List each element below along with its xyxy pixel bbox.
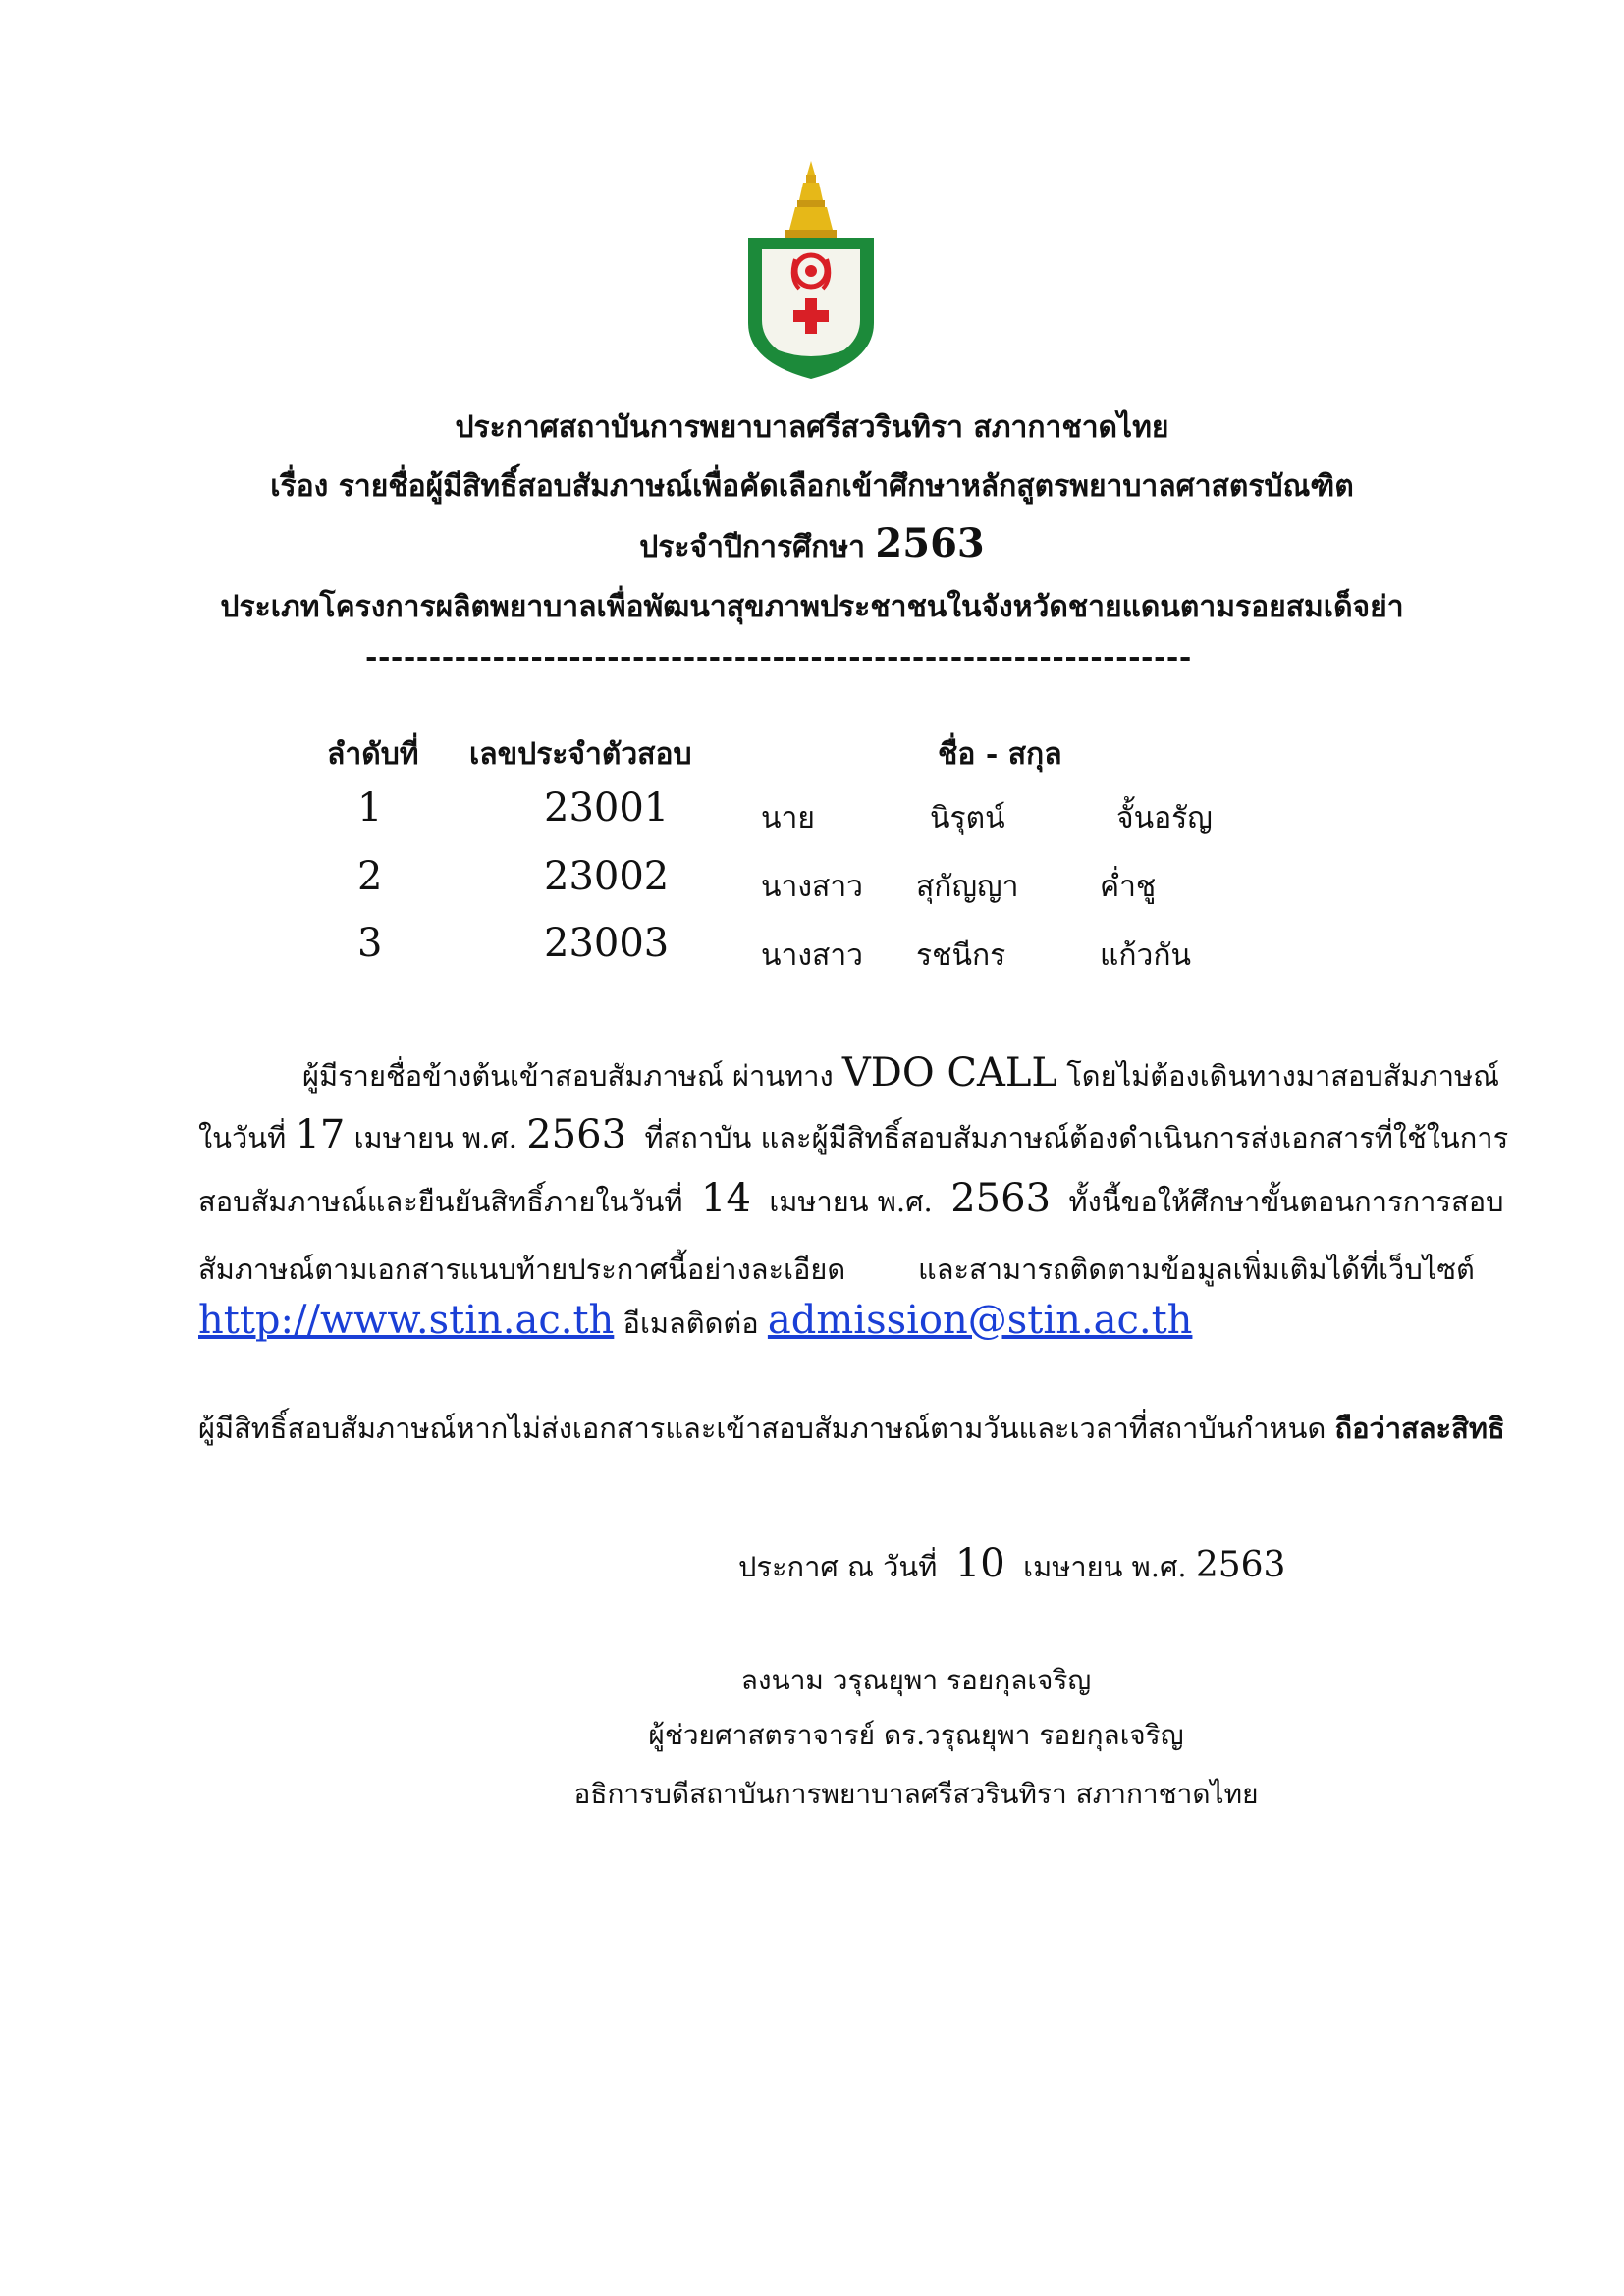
row-no: 1 — [357, 785, 383, 830]
row-id: 23002 — [544, 854, 670, 899]
interview-day: 17 — [295, 1112, 346, 1157]
row-title: นางสาว — [761, 938, 864, 973]
forfeit-note — [198, 1406, 1505, 1451]
email-label: อีเมลติดต่อ — [623, 1307, 759, 1340]
vdo-call-text: VDO CALL — [841, 1050, 1057, 1095]
academic-year-label: ประจำปีการศึกษา — [639, 530, 865, 564]
row-last-name: จั้นอรัญ — [1116, 801, 1213, 835]
website-link[interactable]: http://www.stin.ac.th — [198, 1298, 615, 1343]
body-line-3 — [198, 1176, 1504, 1224]
announce-day: 10 — [954, 1541, 1005, 1586]
body-text: สอบสัมภาษณ์และยืนยันสิทธิ์ภายในวันที่ — [198, 1185, 683, 1218]
note-text: ผู้มีสิทธิ์สอบสัมภาษณ์หากไม่ส่งเอกสารและเข้าสอบสัมภาษณ์ตามวันและเวลาที่สถาบันกำหนด — [198, 1412, 1326, 1445]
column-header-name: ชื่อ - สกุล — [938, 737, 1062, 772]
row-last-name: ค่ำชู — [1100, 870, 1157, 904]
announcement-title: ประกาศสถาบันการพยาบาลศรีสวรินทิรา สภากาชาดไทย — [455, 410, 1169, 445]
deadline-year: 2563 — [950, 1176, 1052, 1221]
signature-line-3: อธิการบดีสถาบันการพยาบาลศรีสวรินทิรา สภากาชาดไทย — [573, 1778, 1259, 1810]
program-type: ประเภทโครงการผลิตพยาบาลเพื่อพัฒนาสุขภาพประชาชนในจังหวัดชายแดนตามรอยสมเด็จย่า — [220, 590, 1404, 624]
announcement-subject: เรื่อง รายชื่อผู้มีสิทธิ์สอบสัมภาษณ์เพื่อคัดเลือกเข้าศึกษาหลักสูตรพยาบาลศาสตรบัณฑิต — [270, 469, 1354, 504]
row-first-name: สุกัญญา — [916, 870, 1019, 904]
body-text: โดยไม่ต้องเดินทางมาสอบสัมภาษณ์ — [1066, 1059, 1499, 1093]
email-link[interactable]: admission@stin.ac.th — [767, 1298, 1193, 1343]
body-text: สัมภาษณ์ตามเอกสารแนบท้ายประกาศนี้อย่างละเอียด — [198, 1253, 846, 1286]
body-text: และสามารถติดตามข้อมูลเพิ่มเติมได้ที่เว็บไซต์ — [918, 1253, 1475, 1286]
body-text: ผู้มีรายชื่อข้างต้นเข้าสอบสัมภาษณ์ ผ่านทาง — [302, 1059, 834, 1093]
row-id: 23003 — [544, 921, 670, 966]
body-text: ในวันที่ — [198, 1121, 287, 1154]
row-first-name: นิรุตน์ — [930, 801, 1005, 835]
body-line-1 — [302, 1050, 1499, 1098]
row-no: 2 — [357, 854, 383, 899]
row-first-name: รชนีกร — [916, 938, 1006, 973]
academic-year-line — [0, 520, 1624, 570]
header-divider: ----------------------------------------------------------------- — [365, 640, 1192, 674]
row-title: นางสาว — [761, 870, 864, 904]
row-last-name: แก้วกัน — [1100, 938, 1192, 973]
signature-line-1: ลงนาม วรุณยุพา รอยกุลเจริญ — [740, 1664, 1092, 1696]
announce-month: เมษายน พ.ศ. — [1023, 1550, 1187, 1583]
announce-date — [738, 1541, 1285, 1589]
body-line-4b — [918, 1247, 1475, 1292]
body-text: ทั้งนี้ขอให้ศึกษาขั้นตอนการการสอบ — [1068, 1185, 1504, 1218]
institute-logo-icon — [742, 161, 880, 382]
interview-year: 2563 — [526, 1112, 627, 1157]
column-header-no: ลำดับที่ — [327, 737, 419, 772]
row-title: นาย — [761, 801, 815, 835]
academic-year-value: 2563 — [875, 520, 985, 566]
announce-label: ประกาศ ณ วันที่ — [738, 1550, 938, 1583]
body-line-2 — [198, 1112, 1508, 1160]
signature-line-2: ผู้ช่วยศาสตราจารย์ ดร.วรุณยุพา รอยกุลเจริญ — [648, 1719, 1184, 1751]
contact-line — [198, 1298, 1192, 1346]
body-text: เมษายน พ.ศ. — [353, 1121, 517, 1154]
announce-year: 2563 — [1195, 1545, 1286, 1585]
forfeit-text: ถือว่าสละสิทธิ — [1334, 1412, 1505, 1445]
deadline-day: 14 — [701, 1176, 751, 1221]
column-header-id: เลขประจำตัวสอบ — [469, 737, 692, 772]
body-text: ที่สถาบัน และผู้มีสิทธิ์สอบสัมภาษณ์ต้องดำเนินการส่งเอกสารที่ใช้ในการ — [644, 1121, 1509, 1154]
body-text: เมษายน พ.ศ. — [769, 1185, 933, 1218]
body-line-4 — [198, 1247, 845, 1292]
row-id: 23001 — [544, 785, 670, 830]
row-no: 3 — [357, 921, 383, 966]
